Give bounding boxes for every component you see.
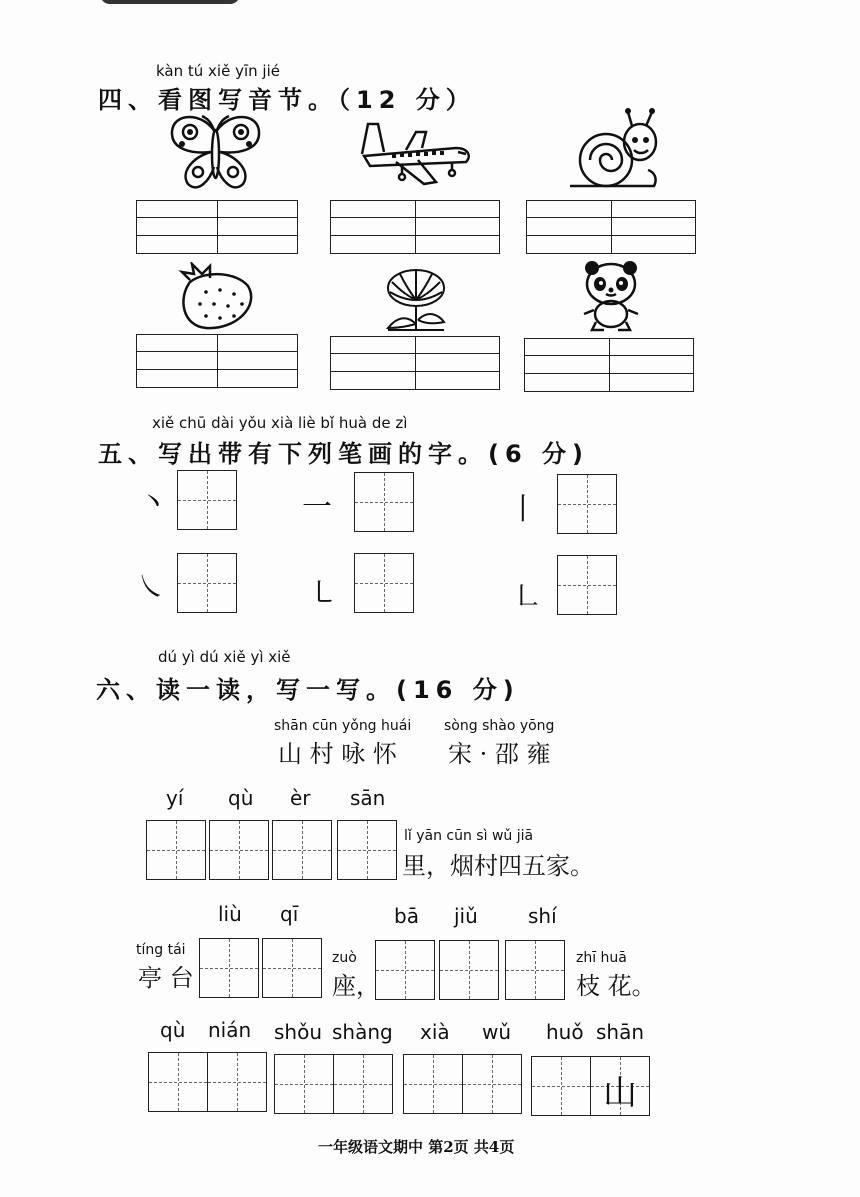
blank-pinyin: shān: [596, 1020, 645, 1044]
author-pinyin: sòng shào yōng: [444, 718, 555, 734]
page-footer: 一年级语文期中 第2页 共4页: [318, 1138, 515, 1156]
tianzige-box-filled[interactable]: [590, 1056, 650, 1116]
sec5-pinyin: xiě chū dài yǒu xià liè bǐ huà de zì: [152, 414, 408, 432]
tianzige-box[interactable]: [207, 1052, 267, 1112]
blank-pinyin: jiǔ: [454, 904, 478, 928]
stroke-heng: 一: [302, 490, 332, 525]
mid-pinyin: zuò: [332, 950, 357, 966]
stroke-shuzhe: ㇗: [512, 580, 542, 615]
chrysanthemum-icon: [378, 262, 454, 334]
sec4-pinyin: kàn tú xiě yīn jié: [156, 62, 280, 80]
pinyin-writing-box[interactable]: [136, 200, 298, 254]
blank-pinyin: nián: [208, 1018, 252, 1042]
pinyin-writing-box[interactable]: [136, 334, 298, 388]
tianzige-box[interactable]: [146, 820, 206, 880]
tianzige-box[interactable]: [177, 470, 237, 530]
tianzige-box[interactable]: [557, 474, 617, 534]
poem-title: 山 村 咏 怀: [278, 740, 397, 768]
stroke-shu: 丨: [508, 492, 538, 527]
poem-title-pinyin: shān cūn yǒng huái: [274, 718, 412, 734]
airplane-icon: [356, 118, 474, 186]
sec4-title: 四、看图写音节。（12 分）: [98, 86, 476, 114]
tianzige-box[interactable]: [274, 1054, 334, 1114]
blank-pinyin: èr: [290, 786, 311, 810]
tianzige-box[interactable]: [337, 820, 397, 880]
tianzige-box[interactable]: [148, 1052, 208, 1112]
pinyin-writing-box[interactable]: [330, 336, 500, 390]
poem-author: 宋 · 邵 雍: [448, 740, 551, 768]
tianzige-box[interactable]: [354, 472, 414, 532]
tianzige-box[interactable]: [505, 940, 565, 1000]
blank-pinyin: qù: [228, 786, 254, 810]
pinyin-writing-box[interactable]: [526, 200, 696, 254]
tianzige-box[interactable]: [262, 938, 322, 998]
sec6-title: 六、读一读，写一写。(16 分): [96, 676, 520, 704]
panda-icon: [578, 258, 644, 332]
tianzige-box[interactable]: [333, 1054, 393, 1114]
sec6-pinyin: dú yì dú xiě yì xiě: [158, 648, 291, 666]
blank-pinyin: bā: [394, 904, 419, 928]
blank-pinyin: shǒu: [274, 1020, 323, 1044]
blank-pinyin: qù: [160, 1018, 186, 1042]
blank-pinyin: qī: [280, 902, 299, 926]
blank-pinyin: yí: [166, 786, 184, 810]
poem-line-2-mid: 座，: [332, 972, 380, 1000]
tianzige-box[interactable]: [209, 820, 269, 880]
scan-smudge: [100, 0, 240, 4]
tianzige-box[interactable]: [557, 555, 617, 615]
blank-pinyin: wǔ: [482, 1020, 512, 1044]
pinyin-writing-box[interactable]: [524, 338, 694, 392]
poem-line-2-tail: 枝 花。: [576, 972, 656, 1000]
strawberry-icon: [176, 262, 256, 332]
tianzige-box[interactable]: [403, 1054, 463, 1114]
tianzige-box[interactable]: [272, 820, 332, 880]
snail-icon: [566, 108, 662, 190]
stroke-na: ㇏: [136, 570, 166, 605]
blank-pinyin: liù: [218, 902, 242, 926]
tianzige-box[interactable]: [462, 1054, 522, 1114]
tianzige-box[interactable]: [439, 940, 499, 1000]
pinyin-writing-box[interactable]: [330, 200, 500, 254]
poem-line-2-head: 亭 台: [138, 964, 194, 992]
tianzige-box[interactable]: [199, 938, 259, 998]
blank-pinyin: huǒ: [546, 1020, 584, 1044]
stroke-dian: 丶: [138, 486, 168, 521]
tianzige-box[interactable]: [177, 553, 237, 613]
tail-pinyin: lǐ yān cūn sì wǔ jiā: [404, 828, 534, 844]
blank-pinyin: xià: [420, 1020, 450, 1044]
tianzige-box[interactable]: [531, 1056, 591, 1116]
filled-char: 山: [603, 1073, 637, 1113]
stroke-shuwan: ㇄: [308, 576, 338, 611]
sec5-title: 五、写出带有下列笔画的字。(6 分): [98, 440, 589, 468]
head-pinyin: tíng tái: [136, 942, 186, 958]
poem-line-1-tail: 里，烟村四五家。: [402, 852, 594, 880]
tail-pinyin: zhī huā: [576, 950, 627, 966]
blank-pinyin: shí: [528, 904, 557, 928]
tianzige-box[interactable]: [354, 553, 414, 613]
butterfly-icon: [168, 112, 263, 192]
blank-pinyin: sān: [350, 786, 386, 810]
blank-pinyin: shàng: [332, 1020, 393, 1044]
tianzige-box[interactable]: [375, 940, 435, 1000]
